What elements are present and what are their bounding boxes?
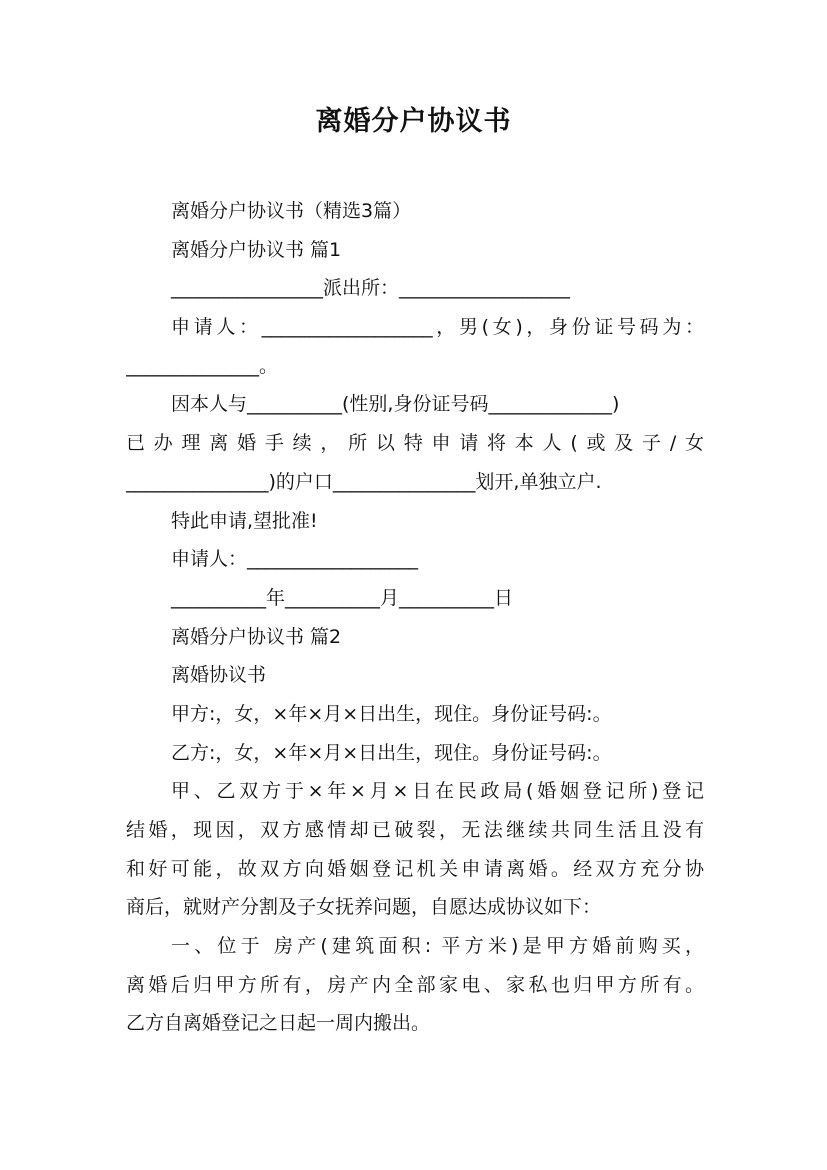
section-heading-1: 离婚分户协议书 篇1 (171, 238, 342, 261)
paragraph-line: 结婚，现因，双方感情却已破裂，无法继续共同生活且没有 (126, 819, 704, 841)
party-b-line: 乙方:，女，×年×月×日出生，现住。身份证号码:。 (171, 741, 612, 764)
date-line: __________年__________月__________日 (171, 586, 514, 609)
clause-line: 离婚后归甲方所有，房产内全部家电、家私也归甲方所有。 (126, 973, 704, 996)
applicant-line: 申请人：__________________，男(女)，身份证号码为： (171, 316, 704, 339)
paragraph-line: 和好可能，故双方向婚姻登记机关申请离婚。经双方充分协 (126, 857, 704, 880)
document-title: 离婚分户协议书 (315, 106, 512, 137)
paragraph-line: 已办理离婚手续，所以特申请将本人(或及子/女 (126, 432, 704, 455)
request-line: 特此申请,望批准! (171, 509, 318, 532)
collection-heading: 离婚分户协议书（精选3篇） (171, 200, 412, 222)
paragraph-line: _______________)的户口_______________划开,单独立户. (126, 470, 602, 493)
paragraph-line: 因本人与__________(性别,身份证号码_____________) (171, 393, 620, 416)
id-number-line: ______________。 (126, 354, 279, 377)
police-station-line: ________________派出所：__________________ (171, 277, 571, 300)
clause-line: 乙方自离婚登记之日起一周内搬出。 (126, 1012, 431, 1035)
agreement-heading: 离婚协议书 (171, 664, 267, 687)
paragraph-line: 甲、乙双方于×年×月×日在民政局(婚姻登记所)登记 (171, 780, 704, 803)
section-heading-2: 离婚分户协议书 篇2 (171, 625, 342, 648)
signature-line: 申请人：__________________ (171, 548, 419, 571)
party-a-line: 甲方:，女，×年×月×日出生，现住。身份证号码:。 (171, 702, 612, 725)
document-body (126, 192, 704, 1043)
clause-line: 一、位于 房产(建筑面积: 平方米)是甲方婚前购买， (171, 935, 704, 958)
paragraph-line: 商后，就财产分割及子女抚养问题，自愿达成协议如下： (126, 896, 602, 919)
